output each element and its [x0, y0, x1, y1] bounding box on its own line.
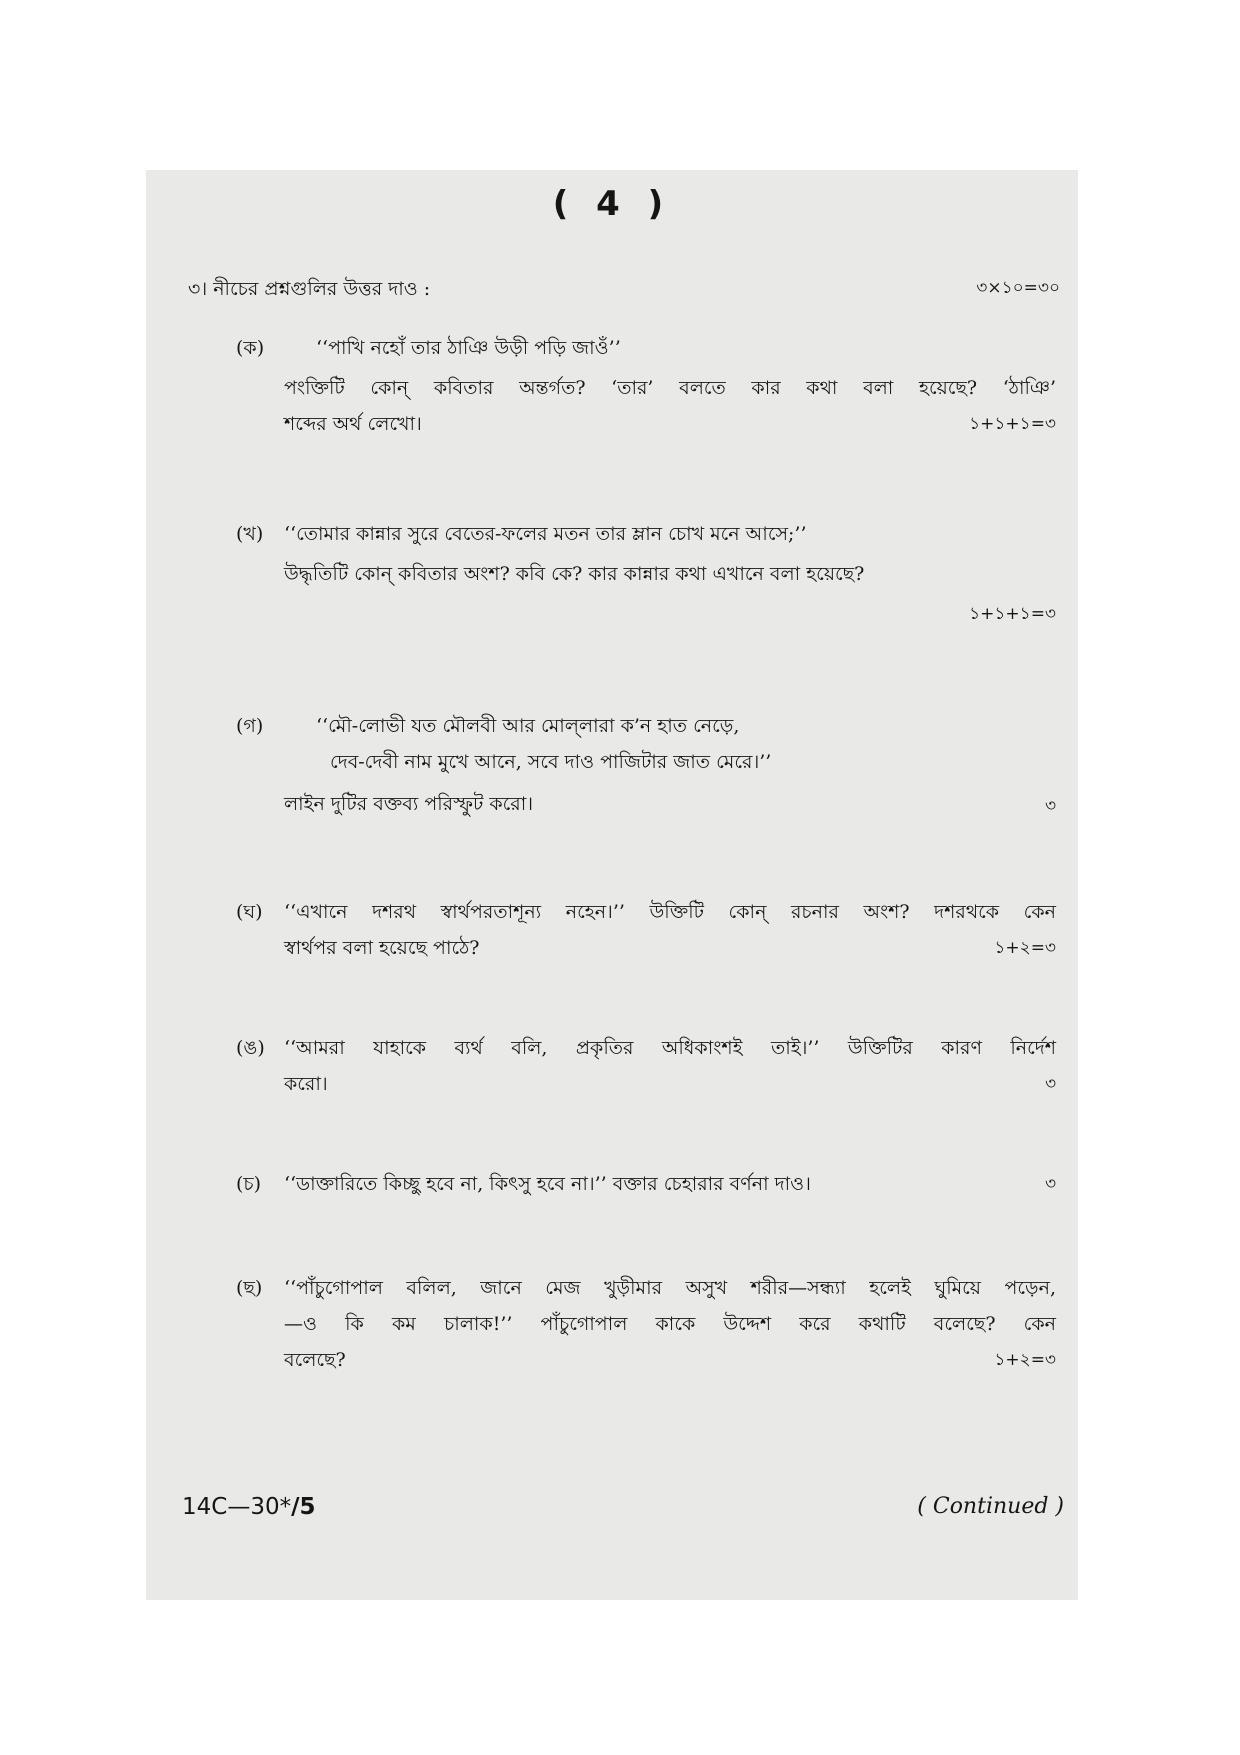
- sub-question-marks: ১+১+১=৩: [969, 414, 1056, 434]
- question-line: —ও কি কম চালাক!’’ পাঁচুগোপাল কাকে উদ্দেশ করে কথাটি বলেছে? কেন: [284, 1313, 1056, 1335]
- question-line: ‘‘ডাক্তারিতে কিচ্ছু হবে না, কিৎসু হবে না।’’ বক্তার চেহারার বর্ণনা দাও।: [284, 1173, 811, 1195]
- sub-question-marks: ১+১+১=৩: [969, 604, 1056, 624]
- sub-question-label: (চ): [236, 1173, 262, 1195]
- continued-label: ( Continued ): [917, 1494, 1064, 1519]
- question-line: উদ্ধৃতিটি কোন্ কবিতার অংশ? কবি কে? কার কান্নার কথা এখানে বলা হয়েছে?: [284, 563, 865, 585]
- sub-question-marks: ৩: [1044, 1074, 1056, 1094]
- quote-line: দেব-দেবী নাম মুখে আনে, সবে দাও পাজিটার জাত মেরে।’’: [330, 751, 772, 773]
- question-line: স্বার্থপর বলা হয়েছে পাঠে?: [284, 937, 480, 959]
- question-line: করো।: [284, 1073, 328, 1095]
- sub-question-marks: ১+২=৩: [994, 1350, 1056, 1370]
- question-line: শব্দের অর্থ লেখো।: [284, 413, 422, 435]
- quote-line: ‘‘তোমার কান্নার সুরে বেতের-ফলের মতন তার ম্লান চোখ মনে আসে;’’: [284, 523, 807, 545]
- sub-question-label: (ঙ): [236, 1037, 265, 1059]
- sub-question-marks: ১+২=৩: [994, 938, 1056, 958]
- sub-question-cha: [236, 1166, 1056, 1202]
- sub-question-nga: [236, 1030, 1056, 1102]
- exam-page: [146, 170, 1078, 1600]
- question-marks: ৩×১০=৩০: [976, 278, 1060, 298]
- sub-question-label: (গ): [236, 715, 264, 737]
- sub-question-chha: [236, 1270, 1056, 1378]
- quote-line: ‘‘পাখি নহোঁ তার ঠাঞি উড়ী পড়ি জাওঁ’’: [316, 337, 621, 359]
- question-line: ‘‘এখানে দশরথ স্বার্থপরতাশূন্য নহেন।’’ উক্তিটি কোন্ রচনার অংশ? দশরথকে কেন: [284, 901, 1056, 923]
- question-line: লাইন দুটির বক্তব্য পরিস্ফুট করো।: [284, 793, 534, 815]
- sub-question-marks: ৩: [1044, 796, 1056, 816]
- sub-question-ga: [236, 708, 1056, 822]
- page-number: ( 4 ): [552, 184, 672, 224]
- paper-code: [182, 1494, 316, 1520]
- question-line: পংক্তিটি কোন্ কবিতার অন্তর্গত? ‘তার’ বলতে কার কথা বলা হয়েছে? ‘ঠাঞি’: [284, 377, 1056, 399]
- sub-question-label: (খ): [236, 523, 264, 545]
- question-heading: ৩। নীচের প্রশ্নগুলির উত্তর দাও :: [188, 278, 431, 300]
- sub-question-kha: [236, 516, 1056, 624]
- paper-code-prefix: 14C—30*: [182, 1494, 292, 1520]
- quote-line: ‘‘মৌ-লোভী যত মৌলবী আর মোল্‌লারা ক’ন হাত নেড়ে,: [316, 715, 740, 737]
- sub-question-marks: ৩: [1044, 1174, 1056, 1194]
- paper-code-suffix: /5: [291, 1494, 316, 1520]
- sub-question-label: (ক): [236, 337, 265, 359]
- sub-question-label: (ঘ): [236, 901, 263, 923]
- question-line: ‘‘আমরা যাহাকে ব্যর্থ বলি, প্রকৃতির অধিকাংশই তাই।’’ উক্তিটির কারণ নির্দেশ: [284, 1037, 1056, 1059]
- question-line: বলেছে?: [284, 1349, 346, 1371]
- question-line: ‘‘পাঁচুগোপাল বলিল, জানে মেজ খুড়ীমার অসুখ শরীর—সন্ধ্যা হলেই ঘুমিয়ে পড়েন,: [284, 1277, 1056, 1299]
- sub-question-ka: [236, 330, 1056, 442]
- sub-question-label: (ছ): [236, 1277, 263, 1299]
- sub-question-gha: [236, 894, 1056, 966]
